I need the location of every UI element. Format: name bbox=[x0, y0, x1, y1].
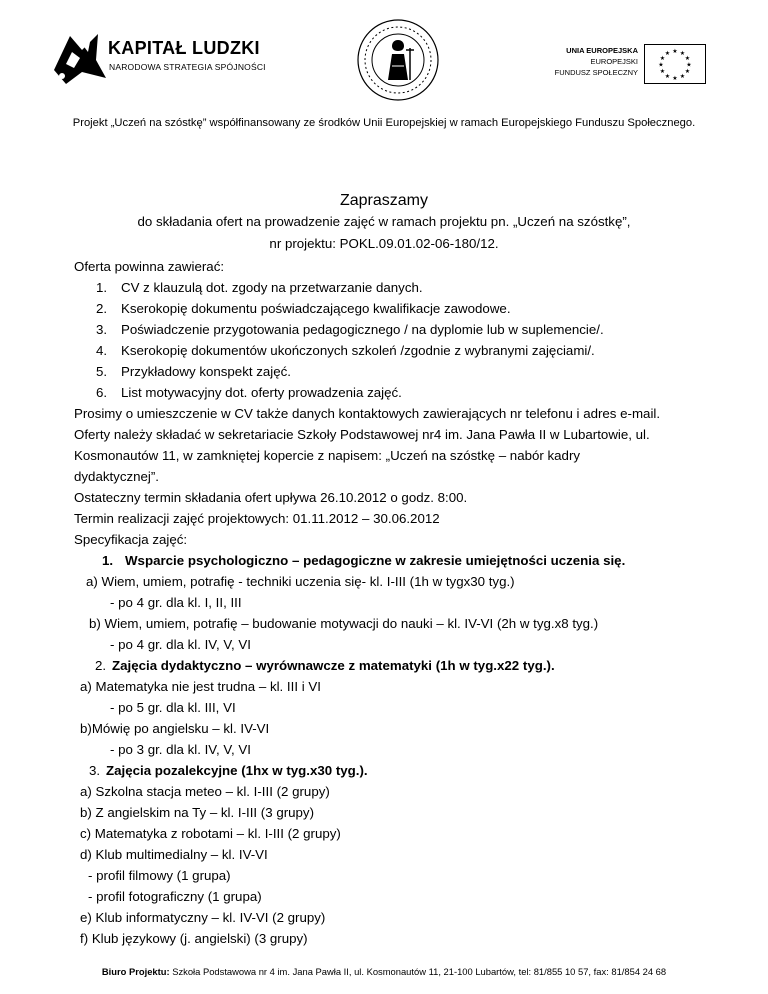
submission-line-3: dydaktycznej”. bbox=[74, 469, 159, 484]
deadline-line: Ostateczny termin składania ofert upływa 26.10.2012 o godz. 8:00. bbox=[74, 490, 468, 505]
offer-item-num: 1. bbox=[96, 280, 108, 295]
offer-item-num: 4. bbox=[96, 343, 108, 358]
spec-3c: c) Matematyka z robotami – kl. I-III (2 grupy) bbox=[80, 826, 341, 841]
offer-item-num: 6. bbox=[96, 385, 108, 400]
svg-text:★: ★ bbox=[664, 50, 671, 57]
spec-3-title: Zajęcia pozalekcyjne (1hx w tyg.x30 tyg.). bbox=[106, 763, 368, 778]
offer-item-text: List motywacyjny dot. oferty prowadzenia zajęć. bbox=[121, 385, 402, 400]
project-cofinancing-line: Projekt „Uczeń na szóstkę” współfinansowany ze środków Unii Europejskiej w ramach Europejskiego Funduszu Społecznego. bbox=[72, 117, 696, 129]
spec-2a: a) Matematyka nie jest trudna – kl. III i VI bbox=[80, 679, 321, 694]
svg-text:★: ★ bbox=[659, 68, 666, 75]
spec-1-num: 1. bbox=[102, 553, 114, 568]
spec-3-num: 3. bbox=[89, 763, 101, 778]
ue-line-3: FUNDUSZ SPOŁECZNY bbox=[554, 68, 638, 77]
offer-item-num: 5. bbox=[96, 364, 108, 379]
realization-period-line: Termin realizacji zajęć projektowych: 01.11.2012 – 30.06.2012 bbox=[74, 511, 440, 526]
footer-label: Biuro Projektu: bbox=[101, 966, 170, 977]
ue-label bbox=[520, 45, 638, 78]
offer-item-text: CV z klauzulą dot. zgody na przetwarzanie danych. bbox=[121, 280, 423, 295]
spec-1b: b) Wiem, umiem, potrafię – budowanie motywacji do nauki – kl. IV-VI (2h w tyg.x8 tyg.) bbox=[89, 616, 599, 631]
svg-text:★: ★ bbox=[686, 61, 692, 69]
svg-text:★: ★ bbox=[679, 73, 686, 80]
offer-item-text: Poświadczenie przygotowania pedagogicznego / na dyplomie lub w suplemencie/. bbox=[121, 322, 604, 337]
svg-text:★: ★ bbox=[658, 61, 664, 69]
offer-item-num: 3. bbox=[96, 322, 108, 337]
kapital-ludzki-subtitle: NARODOWA STRATEGIA SPÓJNOŚCI bbox=[109, 62, 266, 72]
spec-3b: b) Z angielskim na Ty – kl. I-III (3 grupy) bbox=[80, 805, 315, 820]
svg-text:★: ★ bbox=[684, 55, 691, 62]
project-office-footer bbox=[0, 966, 768, 977]
spec-2b: b)Mówię po angielsku – kl. IV-VI bbox=[80, 721, 270, 736]
svg-text:★: ★ bbox=[659, 55, 666, 62]
offer-heading: Oferta powinna zawierać: bbox=[74, 259, 225, 274]
svg-text:★: ★ bbox=[679, 50, 686, 57]
offer-item-num: 2. bbox=[96, 301, 108, 316]
spec-1a: a) Wiem, umiem, potrafię - techniki uczenia się- kl. I-III (1h w tygx30 tyg.) bbox=[86, 574, 515, 589]
intro-line-2: nr projektu: POKL.09.01.02-06-180/12. bbox=[269, 236, 499, 251]
spec-3a: a) Szkolna stacja meteo – kl. I-III (2 grupy) bbox=[80, 784, 330, 799]
specification-heading: Specyfikacja zajęć: bbox=[74, 532, 188, 547]
spec-3d-profile-film: - profil filmowy (1 grupa) bbox=[88, 868, 231, 883]
cv-contact-note: Prosimy o umieszczenie w CV także danych kontaktowych zawierających nr telefonu i adres e-mail. bbox=[74, 406, 661, 421]
school-seal-icon bbox=[356, 18, 440, 102]
spec-2-title: Zajęcia dydaktyczno – wyrównawcze z matematyki (1h w tyg.x22 tyg.). bbox=[112, 658, 555, 673]
submission-line-1: Oferty należy składać w sekretariacie Szkoły Podstawowej nr4 im. Jana Pawła II w Lubartowie, ul. bbox=[74, 427, 650, 442]
ue-line-1: UNIA EUROPEJSKA bbox=[566, 46, 638, 55]
intro-line-1: do składania ofert na prowadzenie zajęć w ramach projektu pn. „Uczeń na szóstkę”, bbox=[137, 214, 631, 229]
page-title: Zapraszamy bbox=[339, 192, 429, 209]
spec-1b-groups: - po 4 gr. dla kl. IV, V, VI bbox=[110, 637, 251, 652]
spec-3d: d) Klub multimedialny – kl. IV-VI bbox=[80, 847, 268, 862]
submission-line-2: Kosmonautów 11, w zamkniętej kopercie z napisem: „Uczeń na szóstkę – nabór kadry bbox=[74, 448, 581, 463]
spec-1a-groups: - po 4 gr. dla kl. I, II, III bbox=[110, 595, 242, 610]
spec-2-num: 2. bbox=[95, 658, 107, 673]
svg-text:★: ★ bbox=[684, 68, 691, 75]
svg-text:★: ★ bbox=[664, 73, 671, 80]
eu-flag-icon bbox=[644, 44, 706, 84]
spec-3f: f) Klub językowy (j. angielski) (3 grupy) bbox=[80, 931, 308, 946]
spec-2b-groups: - po 3 gr. dla kl. IV, V, VI bbox=[110, 742, 251, 757]
svg-text:★: ★ bbox=[672, 75, 678, 82]
spec-1-title: Wsparcie psychologiczno – pedagogiczne w zakresie umiejętności uczenia się. bbox=[125, 553, 626, 568]
offer-item-text: Kserokopię dokumentu poświadczającego kwalifikacje zawodowe. bbox=[121, 301, 511, 316]
spec-3d-profile-photo: - profil fotograficzny (1 grupa) bbox=[88, 889, 262, 904]
offer-item-text: Kserokopię dokumentów ukończonych szkoleń /zgodnie z wybranymi zajęciami/. bbox=[121, 343, 595, 358]
footer-text: Szkoła Podstawowa nr 4 im. Jana Pawła II, ul. Kosmonautów 11, 21-100 Lubartów, tel: 81/855 10 57, fax: 81/854 24 68 bbox=[169, 966, 667, 977]
spec-2a-groups: - po 5 gr. dla kl. III, VI bbox=[110, 700, 236, 715]
ue-line-2: EUROPEJSKI bbox=[590, 57, 638, 66]
svg-text:★: ★ bbox=[672, 48, 678, 55]
spec-3e: e) Klub informatyczny – kl. IV-VI (2 grupy) bbox=[80, 910, 326, 925]
kapital-ludzki-title: KAPITAŁ LUDZKI bbox=[108, 38, 260, 58]
offer-item-text: Przykładowy konspekt zajęć. bbox=[121, 364, 291, 379]
